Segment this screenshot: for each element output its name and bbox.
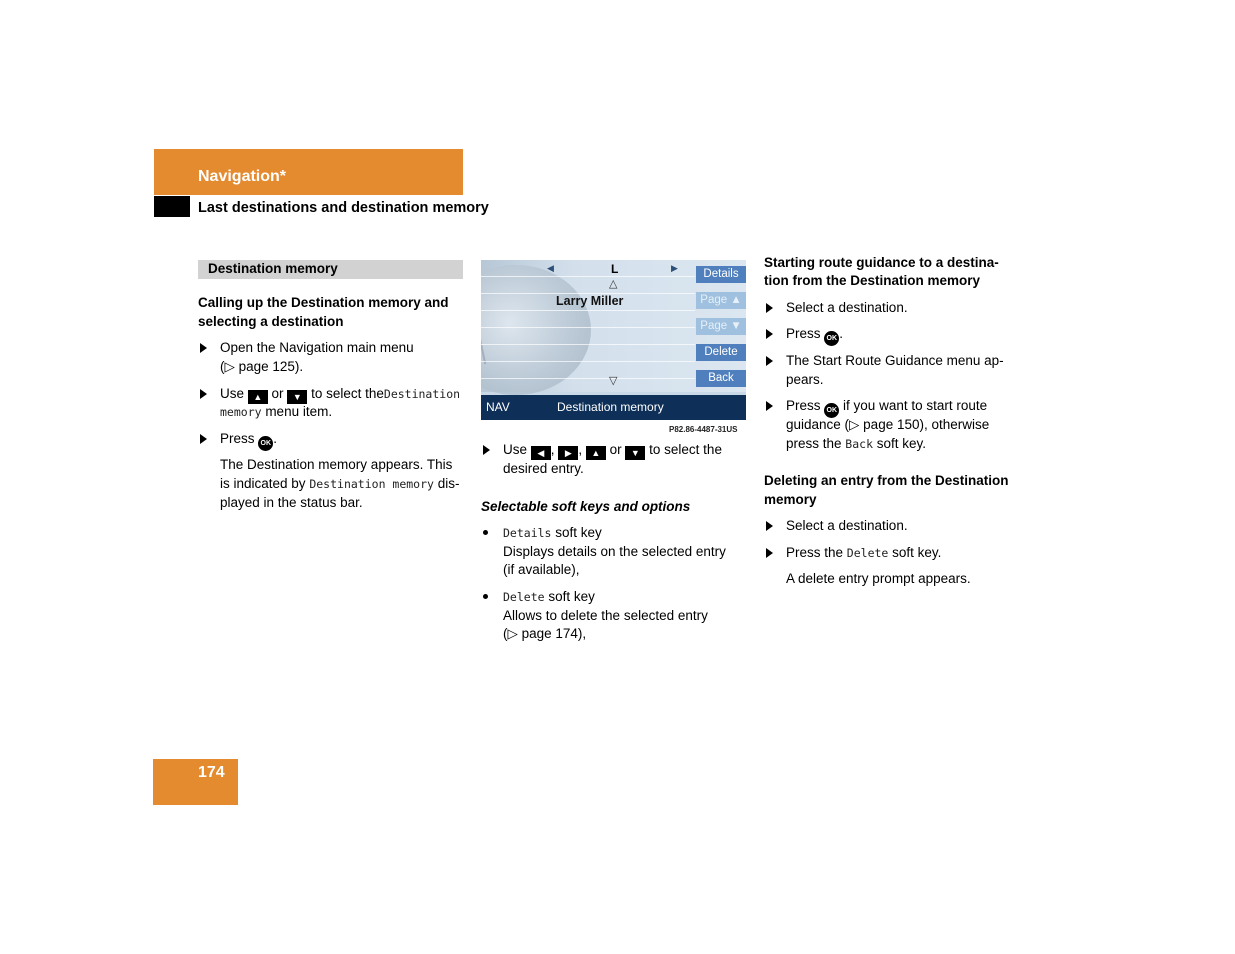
status-nav: NAV	[486, 400, 510, 414]
route-step2	[786, 324, 843, 346]
status-title: Destination memory	[557, 400, 664, 414]
bullet-arrow	[200, 343, 207, 353]
heading-delete-1: Deleting an entry from the Destination	[764, 473, 1009, 488]
up-key-icon: ▲	[586, 446, 606, 460]
step3	[220, 429, 277, 451]
up-key-icon: ▲	[248, 390, 268, 404]
page-number-tab	[153, 759, 238, 805]
subtitle-marker	[154, 196, 190, 217]
letter-selector: L	[611, 262, 619, 276]
s2-press: Press	[786, 326, 821, 341]
step3-press: Press	[220, 431, 255, 446]
right-arrow-icon: ▶	[671, 263, 678, 273]
s4-mono: Back	[845, 437, 873, 451]
softkey-page-up: Page ▲	[696, 292, 746, 309]
step2-use: Use	[220, 386, 245, 401]
step1-line1: Open the Navigation main menu	[220, 340, 414, 355]
row-divider	[481, 310, 695, 311]
col2-use: Use	[503, 442, 528, 457]
compass-needle	[481, 286, 486, 365]
ok-button-icon: OK	[258, 436, 273, 451]
option-delete	[503, 587, 595, 607]
entry-larry-miller: Larry Miller	[556, 294, 624, 308]
col2-step-line2: desired entry.	[503, 461, 584, 476]
opt1-line2: Displays details on the selected entry	[503, 544, 726, 559]
ok-button-icon: OK	[824, 331, 839, 346]
box-heading-text: Destination memory	[208, 261, 338, 276]
option-details	[503, 523, 602, 543]
step2-end: menu item.	[265, 404, 333, 419]
bullet-arrow	[766, 521, 773, 531]
row-divider	[481, 327, 695, 328]
route-step3-line2: pears.	[786, 372, 824, 387]
left-key-icon: ◀	[531, 446, 551, 460]
row-divider	[481, 361, 695, 362]
step3-end: .	[273, 431, 278, 446]
scroll-up-icon: △	[609, 278, 618, 290]
status-bar	[481, 395, 746, 420]
d2-mono: Delete	[846, 546, 889, 560]
row-divider	[481, 378, 695, 379]
section-title: Navigation*	[198, 168, 287, 185]
bullet-arrow	[766, 329, 773, 339]
d2-pre: Press the	[786, 545, 844, 560]
subheading-1: Calling up the Destination memory and	[198, 295, 449, 310]
bullet-dot	[483, 530, 488, 535]
left-arrow-icon: ◀	[547, 263, 554, 273]
step1-line2: (▷ page 125).	[220, 359, 304, 374]
s2-end: .	[839, 326, 844, 341]
opt1-line3: (if available),	[503, 562, 580, 577]
down-key-icon: ▼	[625, 446, 645, 460]
page-subtitle: Last destinations and destination memory	[198, 200, 489, 216]
s4-line3-post: soft key.	[876, 436, 927, 451]
delete-step2	[786, 543, 941, 563]
softkey-details: Details	[696, 266, 746, 283]
s4-tail: if you want to start route	[843, 398, 988, 413]
nav-screen-figure	[481, 260, 746, 420]
bullet-arrow	[766, 356, 773, 366]
note-mono: Destination memory	[309, 477, 434, 491]
opt2-label: soft key	[548, 589, 595, 604]
s4-press: Press	[786, 398, 821, 413]
comma: ,	[550, 442, 555, 457]
note-line1: The Destination memory appears. This	[220, 457, 453, 472]
options-heading: Selectable soft keys and options	[481, 499, 691, 514]
softkey-page-down: Page ▼	[696, 318, 746, 335]
step2-mono2: memory	[220, 405, 262, 419]
figure-code: P82.86-4487-31US	[669, 425, 738, 434]
heading-delete-2: memory	[764, 492, 817, 507]
s4-line3-pre: press the	[786, 436, 842, 451]
heading-start-route-2: tion from the Destination memory	[764, 273, 981, 288]
note-post: dis-	[437, 476, 460, 491]
bullet-arrow	[766, 548, 773, 558]
bullet-arrow	[766, 303, 773, 313]
bullet-dot	[483, 594, 488, 599]
d2-post: soft key.	[892, 545, 942, 560]
scroll-down-icon: ▽	[609, 375, 618, 387]
step2-or: or	[271, 386, 284, 401]
step2-tail: to select the	[311, 386, 384, 401]
col2-step-line1	[503, 440, 722, 460]
page-number: 174	[198, 764, 225, 781]
down-key-icon: ▼	[287, 390, 307, 404]
bullet-arrow	[200, 389, 207, 399]
subheading-2: selecting a destination	[198, 314, 344, 329]
delete-note: A delete entry prompt appears.	[786, 571, 971, 586]
opt1-mono: Details	[503, 526, 552, 540]
bullet-arrow	[766, 401, 773, 411]
bullet-arrow	[200, 434, 207, 444]
col2-or: or	[609, 442, 622, 457]
route-step3-line1: The Start Route Guidance menu ap-	[786, 353, 1004, 368]
row-divider	[481, 276, 695, 277]
opt2-line2: Allows to delete the selected entry	[503, 608, 708, 623]
opt1-label: soft key	[555, 525, 602, 540]
note-line2	[220, 474, 459, 494]
delete-step1: Select a destination.	[786, 518, 908, 533]
step2-line1	[220, 384, 460, 404]
step2-line2	[220, 402, 332, 422]
heading-start-route-1: Starting route guidance to a destina-	[764, 255, 999, 270]
route-step4-line3	[786, 434, 926, 454]
opt2-line3: (▷ page 174),	[503, 626, 587, 641]
route-step4-line2: guidance (▷ page 150), otherwise	[786, 417, 990, 432]
bullet-arrow	[483, 445, 490, 455]
ok-button-icon: OK	[824, 403, 839, 418]
opt2-mono: Delete	[503, 590, 545, 604]
softkey-back: Back	[696, 370, 746, 387]
note-pre: is indicated by	[220, 476, 306, 491]
right-key-icon: ▶	[558, 446, 578, 460]
row-divider	[481, 344, 695, 345]
step2-mono1: Destination	[383, 387, 461, 401]
softkey-delete: Delete	[696, 344, 746, 361]
note-line3: played in the status bar.	[220, 495, 363, 510]
comma: ,	[578, 442, 583, 457]
col2-tail: to select the	[649, 442, 722, 457]
route-step1: Select a destination.	[786, 300, 908, 315]
